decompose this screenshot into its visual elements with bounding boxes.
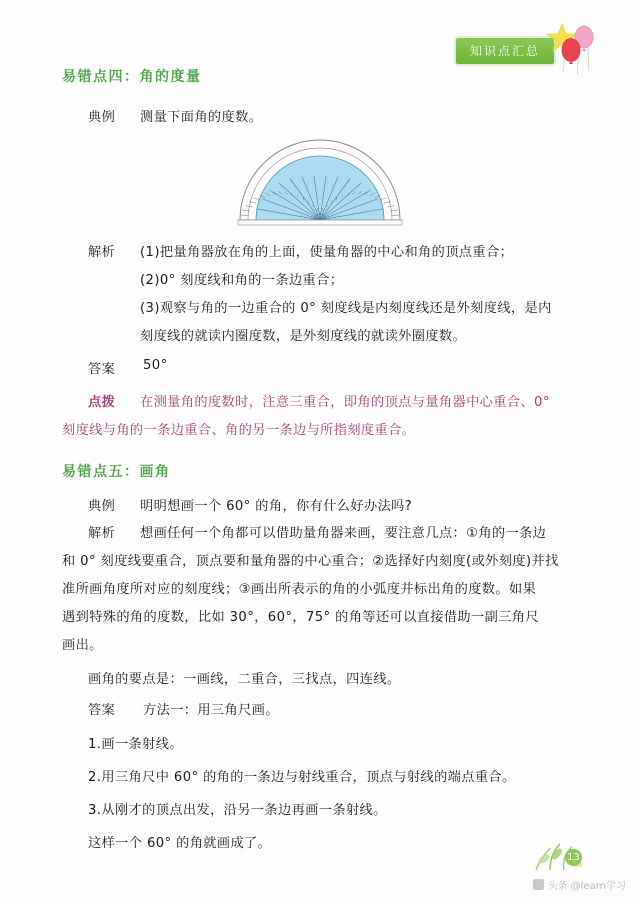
- step-line-4: 这样一个 60° 的角就画成了。: [88, 836, 272, 851]
- answer-text-2: 方法一：用三角尺画。: [143, 703, 279, 718]
- section-title-4: 易错点四：角的度量: [62, 69, 202, 85]
- page-footer: [0, 838, 640, 898]
- answer-tag-1: 答案: [88, 362, 116, 377]
- analysis-line-1-1: (1)把量角器放在角的上面，使量角器的中心和角的顶点重合；: [140, 245, 514, 260]
- page-number: 13: [565, 849, 582, 866]
- answer-tag-2: 答案: [88, 703, 116, 718]
- analysis-line-2-5: 画出。: [62, 638, 103, 653]
- watermark-text: 头条 @learn学习: [547, 881, 626, 892]
- hint-line-1-1: 在测量角的度数时，注意三重合，即角的顶点与量角器中心重合、0°: [140, 395, 550, 410]
- knowledge-summary-badge: 知识点汇总: [456, 38, 554, 64]
- analysis-tag-1: 解析: [88, 245, 116, 260]
- analysis-line-1-2: (2)0° 刻度线和角的一条边重合；: [140, 273, 344, 288]
- example-tag-2: 典例: [88, 499, 116, 514]
- analysis-line-2-4: 遇到特殊的角的度数，比如 30°，60°，75° 的角等还可以直接借助一副三角尺: [62, 610, 539, 625]
- example-text-2: 明明想画一个 60° 的角，你有什么好办法吗?: [140, 499, 413, 514]
- example-text-1: 测量下面角的度数。: [140, 110, 263, 125]
- analysis-tag-2: 解析: [88, 526, 116, 541]
- step-line-1: 1.画一条射线。: [88, 737, 183, 752]
- hint-line-1-2: 刻度线与角的一条边重合、角的另一条边与所指刻度重合。: [62, 423, 416, 438]
- section-title-5: 易错点五：画角: [62, 464, 171, 480]
- answer-text-1: 50°: [143, 358, 168, 373]
- analysis-line-2-3: 准所画角度所对应的刻度线；③画出所表示的角的小弧度并标出角的度数。如果: [62, 582, 537, 597]
- step-line-2: 2.用三角尺中 60° 的角的一条边与射线重合，顶点与射线的端点重合。: [88, 770, 516, 785]
- analysis-line-1-3: (3)观察与角的一边重合的 0° 刻度线是内刻度线还是外刻度线，是内: [140, 301, 552, 316]
- balloons-icon: [540, 20, 600, 78]
- hint-tag-1: 点拨: [88, 395, 116, 410]
- watermark: [533, 877, 626, 892]
- protractor-diagram: [232, 136, 408, 228]
- example-tag-1: 典例: [88, 110, 116, 125]
- watermark-logo-icon: [533, 879, 544, 890]
- analysis-line-1-4: 刻度线的就读内圈度数，是外刻度线的就读外圈度数。: [140, 329, 467, 344]
- key-point-line: 画角的要点是：一画线，二重合，三找点，四连线。: [88, 672, 401, 687]
- analysis-line-2-2: 和 0° 刻度线要重合，顶点要和量角器的中心重合；②选择好内刻度(或外刻度)并找: [62, 554, 559, 569]
- step-line-3: 3.从刚才的顶点出发，沿另一条边再画一条射线。: [88, 803, 387, 818]
- analysis-line-2-1: 想画任何一个角都可以借助量角器来画，要注意几点：①角的一条边: [140, 526, 547, 541]
